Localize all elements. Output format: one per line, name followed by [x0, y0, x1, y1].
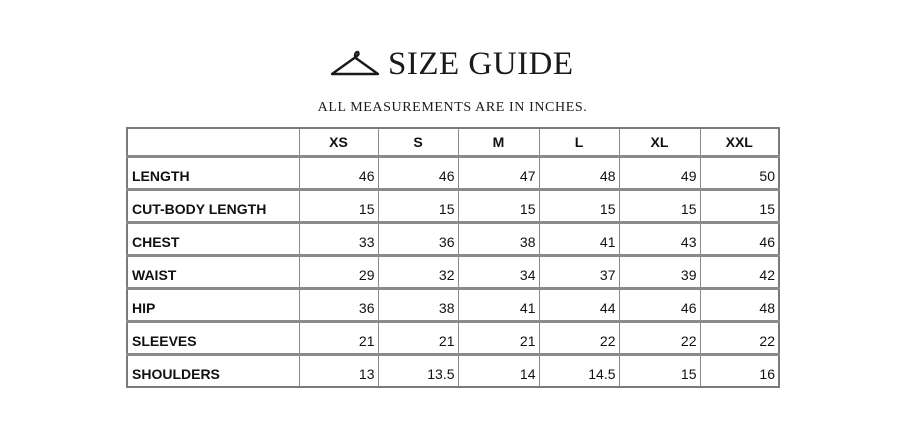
row-label: SLEEVES — [127, 322, 299, 355]
measurement-note: ALL MEASUREMENTS ARE IN INCHES. — [317, 100, 588, 115]
hanger-icon — [328, 47, 382, 81]
cell-value: 38 — [458, 223, 539, 256]
table-row — [127, 157, 779, 190]
cell-value: 48 — [539, 157, 619, 190]
cell-value: 36 — [299, 289, 378, 322]
row-label: LENGTH — [127, 157, 299, 190]
cell-value: 13.5 — [378, 355, 458, 388]
cell-value: 29 — [299, 256, 378, 289]
column-header-m: M — [458, 128, 539, 157]
table-row — [127, 223, 779, 256]
cell-value: 15 — [458, 190, 539, 223]
cell-value: 37 — [539, 256, 619, 289]
cell-value: 44 — [539, 289, 619, 322]
cell-value: 33 — [299, 223, 378, 256]
cell-value: 42 — [700, 256, 779, 289]
cell-value: 15 — [378, 190, 458, 223]
cell-value: 15 — [539, 190, 619, 223]
cell-value: 34 — [458, 256, 539, 289]
column-header-l: L — [539, 128, 619, 157]
row-label: WAIST — [127, 256, 299, 289]
row-label: CHEST — [127, 223, 299, 256]
cell-value: 46 — [299, 157, 378, 190]
column-header-s: S — [378, 128, 458, 157]
cell-value: 21 — [458, 322, 539, 355]
cell-value: 39 — [619, 256, 700, 289]
column-header-xl: XL — [619, 128, 700, 157]
cell-value: 15 — [619, 355, 700, 388]
table-row — [127, 355, 779, 388]
cell-value: 21 — [299, 322, 378, 355]
cell-value: 41 — [539, 223, 619, 256]
page-title: SIZE GUIDE — [388, 45, 574, 82]
cell-value: 46 — [700, 223, 779, 256]
cell-value: 21 — [378, 322, 458, 355]
column-header-xs: XS — [299, 128, 378, 157]
table-row — [127, 289, 779, 322]
header-row — [127, 128, 779, 157]
cell-value: 13 — [299, 355, 378, 388]
cell-value: 22 — [619, 322, 700, 355]
size-chart-table — [126, 127, 780, 388]
corner-cell — [127, 128, 299, 157]
table-row — [127, 256, 779, 289]
cell-value: 46 — [619, 289, 700, 322]
cell-value: 32 — [378, 256, 458, 289]
cell-value: 15 — [299, 190, 378, 223]
table-row — [127, 190, 779, 223]
row-label: CUT-BODY LENGTH — [127, 190, 299, 223]
cell-value: 22 — [539, 322, 619, 355]
cell-value: 47 — [458, 157, 539, 190]
size-guide-header — [328, 44, 574, 84]
cell-value: 50 — [700, 157, 779, 190]
cell-value: 15 — [619, 190, 700, 223]
row-label: SHOULDERS — [127, 355, 299, 388]
cell-value: 41 — [458, 289, 539, 322]
cell-value: 14 — [458, 355, 539, 388]
cell-value: 49 — [619, 157, 700, 190]
table-row — [127, 322, 779, 355]
cell-value: 15 — [700, 190, 779, 223]
cell-value: 36 — [378, 223, 458, 256]
cell-value: 38 — [378, 289, 458, 322]
cell-value: 46 — [378, 157, 458, 190]
cell-value: 22 — [700, 322, 779, 355]
cell-value: 14.5 — [539, 355, 619, 388]
row-label: HIP — [127, 289, 299, 322]
cell-value: 16 — [700, 355, 779, 388]
cell-value: 43 — [619, 223, 700, 256]
cell-value: 48 — [700, 289, 779, 322]
column-header-xxl: XXL — [700, 128, 779, 157]
